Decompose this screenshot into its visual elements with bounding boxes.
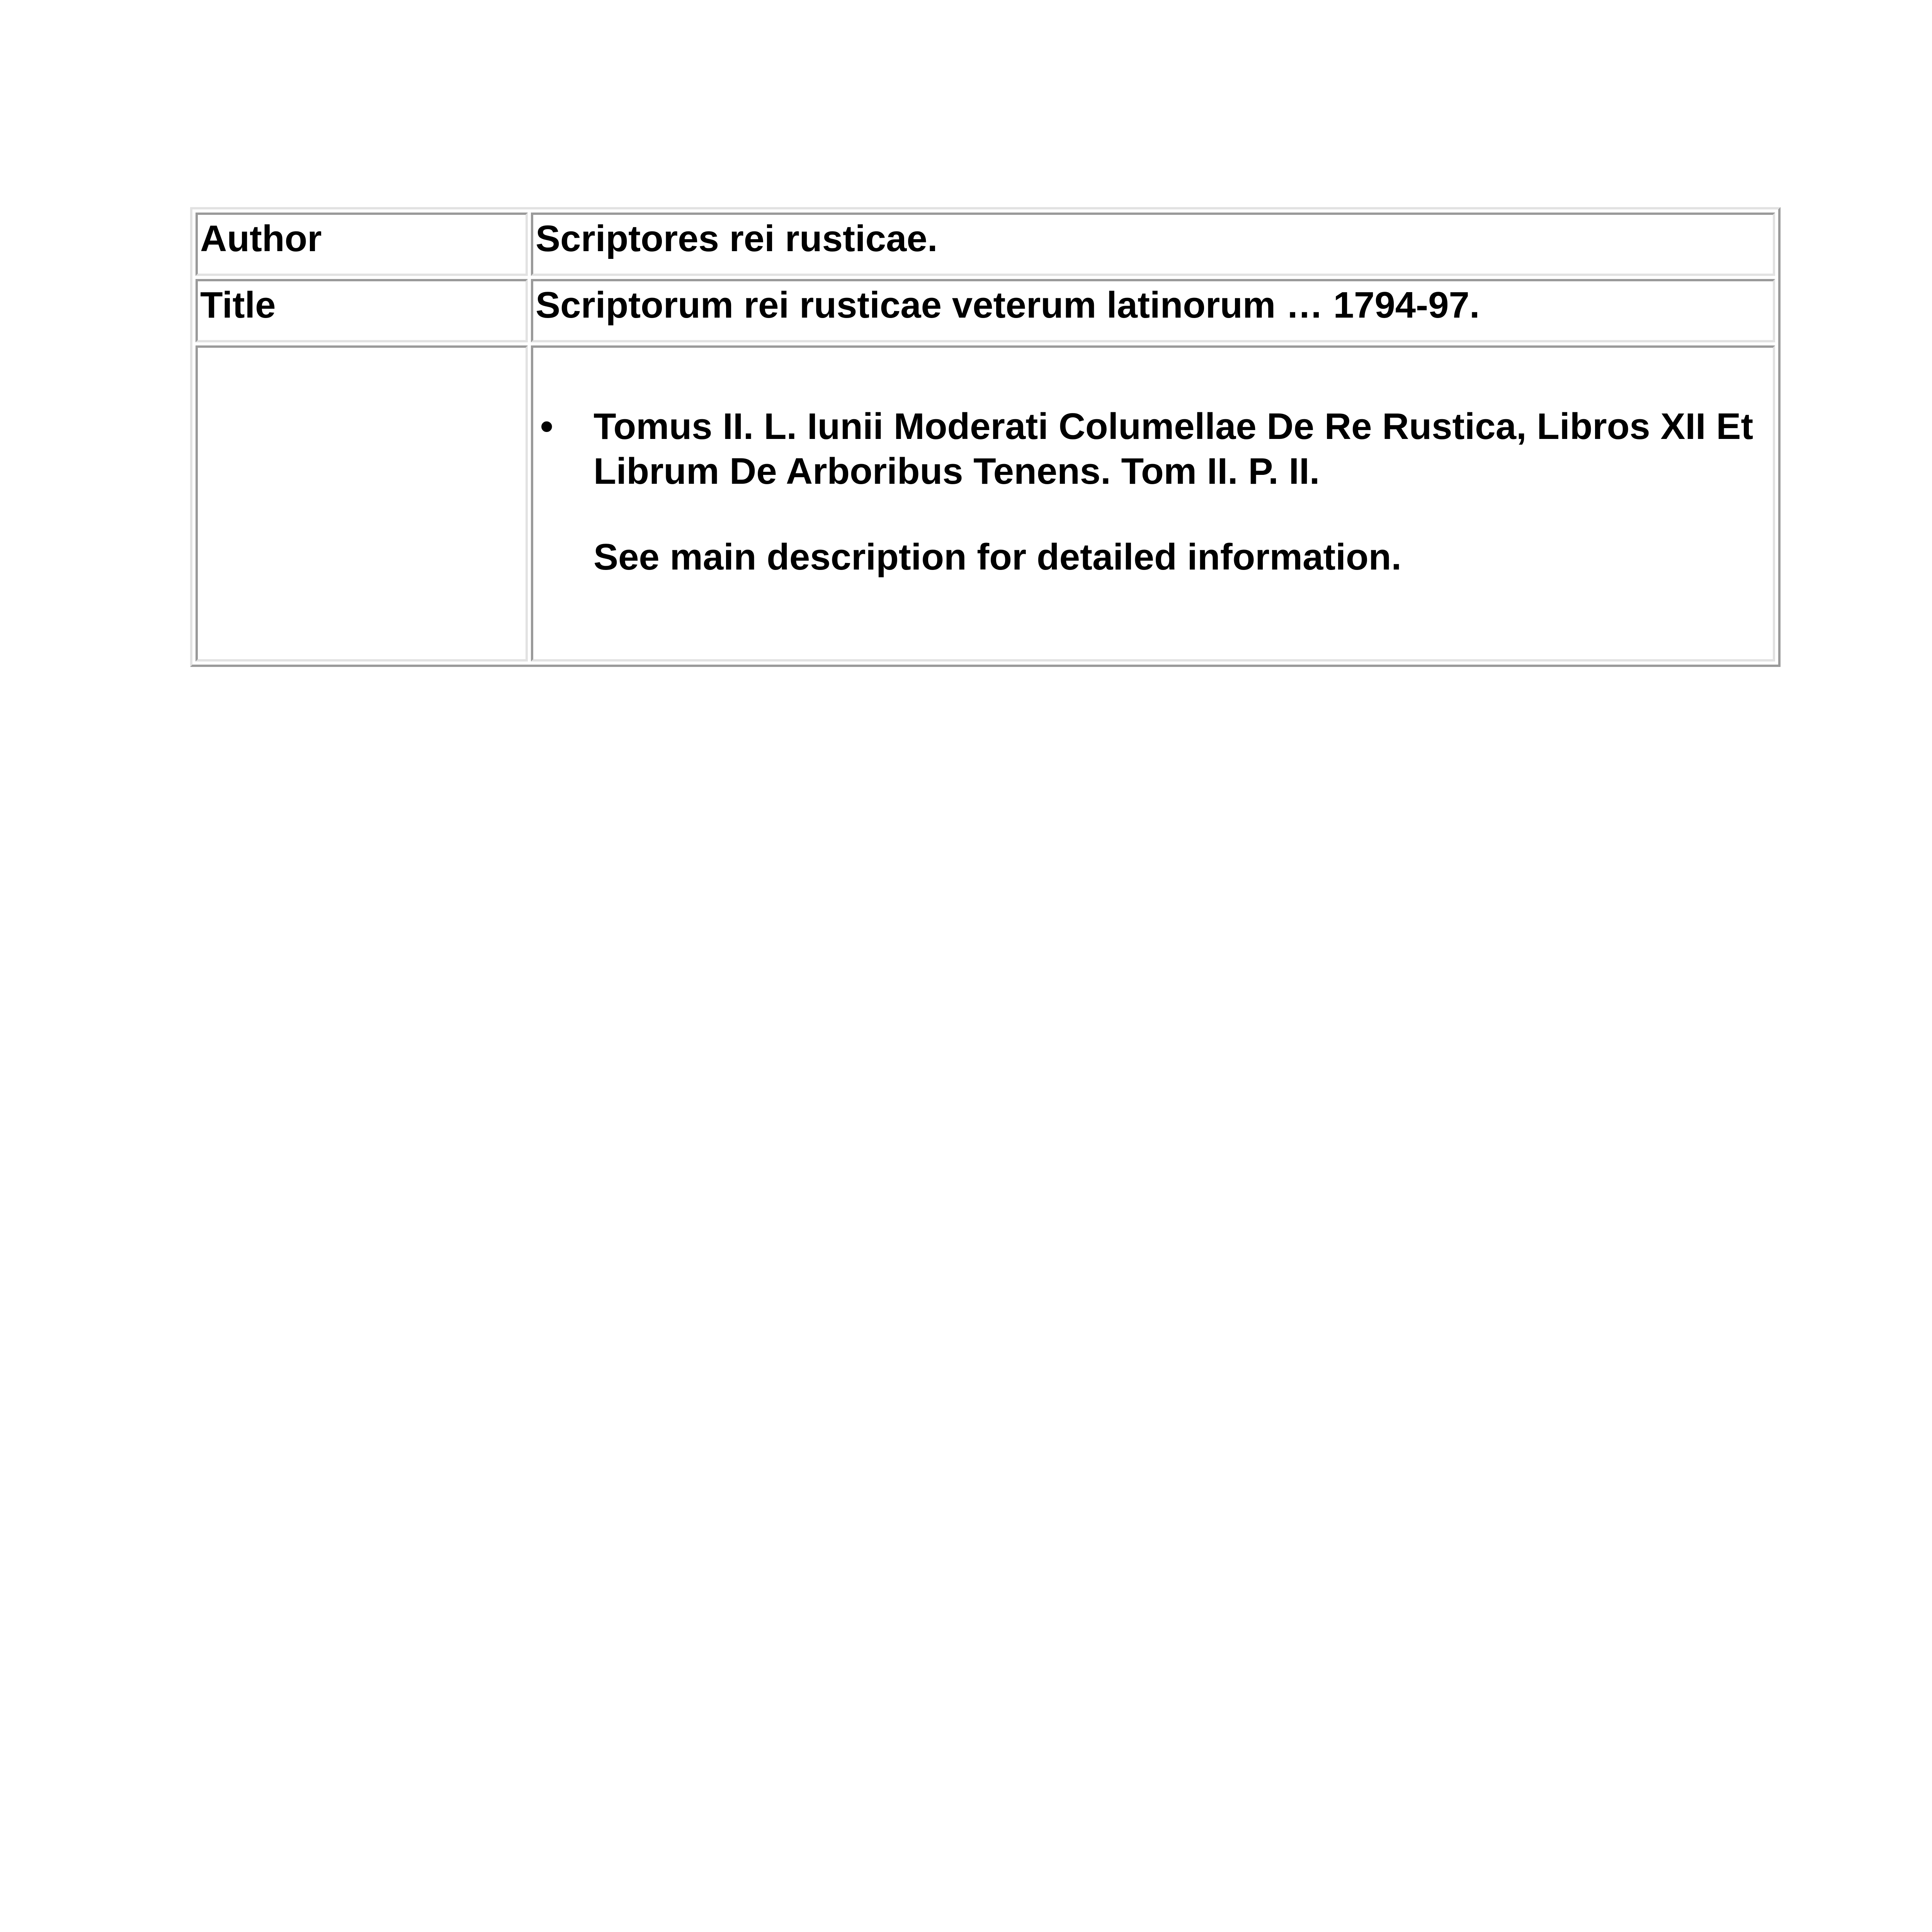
title-value: Scriptorum rei rusticae veterum latinorum … 1794-97. [531,279,1775,342]
title-label: Title [196,279,528,342]
bibliographic-record-table [190,207,1781,667]
title-row [196,279,1775,342]
author-row [196,213,1775,276]
volume-note: See main description for detailed information. [594,536,1401,578]
volume-description: Tomus II. L. Iunii Moderati Columellae De Re Rustica, Libros XII Et Librum De Arboribus Tenens. Tom II. P. II. [594,406,1753,492]
author-label: Author [196,213,528,276]
volume-cell [531,345,1775,662]
volume-row [196,345,1775,662]
volume-label [196,345,528,662]
list-item [540,404,1770,580]
volume-list [536,404,1770,580]
author-value: Scriptores rei rusticae. [531,213,1775,276]
bullet-icon: • [540,406,553,447]
